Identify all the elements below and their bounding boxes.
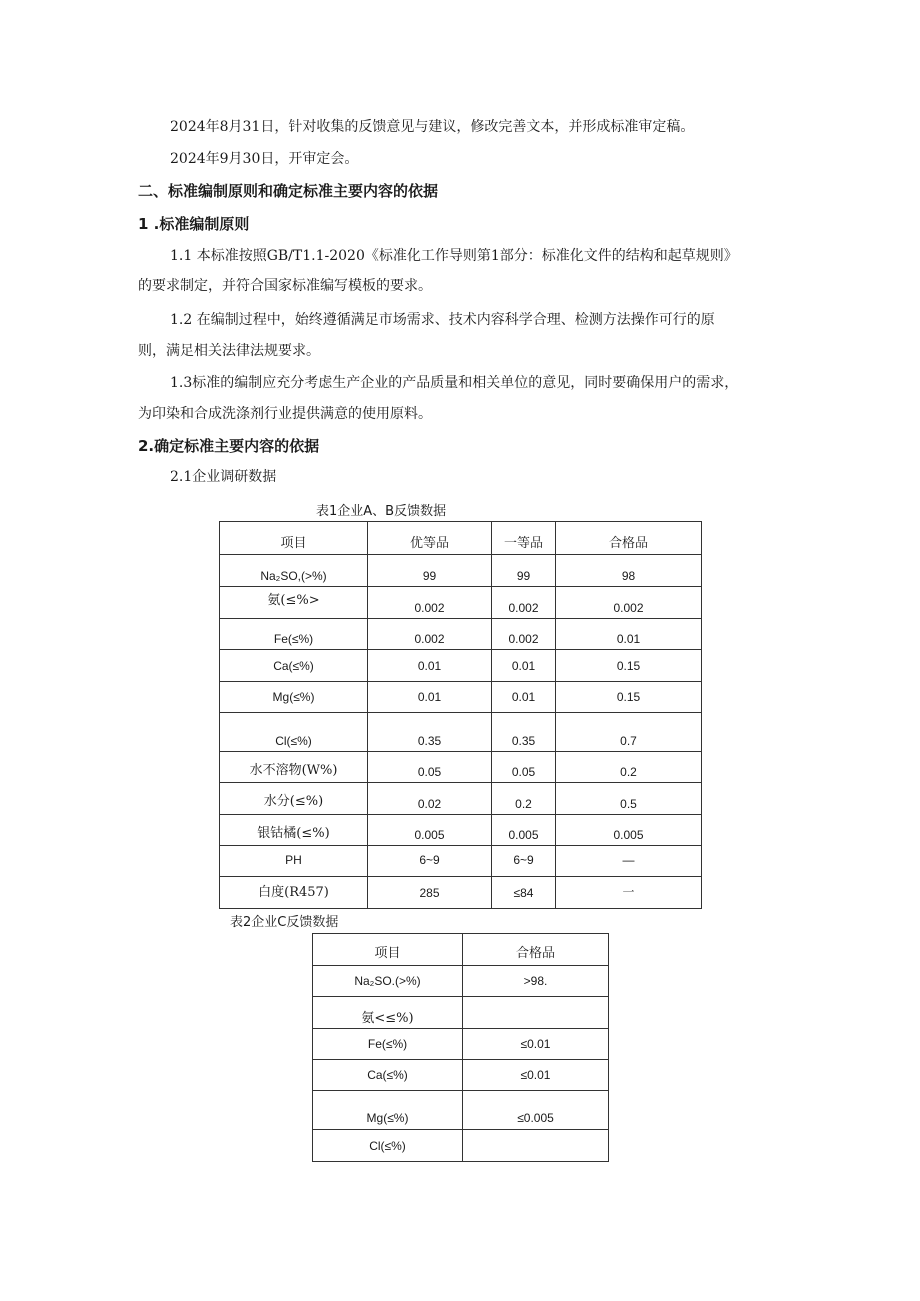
table-cell: Fe(≤%) <box>220 619 368 650</box>
table-cell: 0.01 <box>368 682 492 713</box>
table-cell: 0.05 <box>368 752 492 783</box>
table-row <box>313 1029 609 1060</box>
paragraph-1-2-line2: 则，满足相关法律法规要求。 <box>138 343 320 359</box>
table-cell: 0.002 <box>368 619 492 650</box>
table-cell: 0.7 <box>556 713 702 752</box>
table-cell: 水分(≤%) <box>220 783 368 815</box>
table-cell: 0.35 <box>368 713 492 752</box>
table2-header-cell: 合格品 <box>463 934 609 966</box>
table1-header-cell: 优等品 <box>368 522 492 555</box>
table-cell: 0.15 <box>556 682 702 713</box>
table-cell: PH <box>220 846 368 877</box>
table-row <box>313 966 609 997</box>
table-cell: 99 <box>368 555 492 587</box>
table-row <box>220 877 702 909</box>
table-cell: 6~9 <box>492 846 556 877</box>
paragraph-2-1: 2.1企业调研数据 <box>170 469 277 485</box>
table-cell: 0.02 <box>368 783 492 815</box>
table-cell: 0.002 <box>368 587 492 619</box>
table-row <box>220 815 702 846</box>
table-cell: ≤0.01 <box>463 1029 609 1060</box>
table-cell: 98 <box>556 555 702 587</box>
table-cell: 0.002 <box>492 619 556 650</box>
table-cell: 0.01 <box>368 650 492 682</box>
table-cell: 0.005 <box>368 815 492 846</box>
table-row <box>220 783 702 815</box>
table-cell: 0.15 <box>556 650 702 682</box>
table-cell: ≤0.005 <box>463 1091 609 1130</box>
table-cell: Mg(≤%) <box>313 1091 463 1130</box>
table-row <box>313 1091 609 1130</box>
table-cell: 285 <box>368 877 492 909</box>
table-cell: 0.005 <box>492 815 556 846</box>
table-cell: >98. <box>463 966 609 997</box>
table-cell: 0.05 <box>492 752 556 783</box>
paragraph-revision-date: 2024年8月31日，针对收集的反馈意见与建议，修改完善文本，并形成标准审定稿。 <box>170 119 695 135</box>
table-cell: — <box>556 846 702 877</box>
table-cell: Ca(≤%) <box>313 1060 463 1091</box>
table-cell: 一 <box>556 877 702 909</box>
table-cell: 0.5 <box>556 783 702 815</box>
table-cell: 0.002 <box>556 587 702 619</box>
table-row <box>220 555 702 587</box>
table-cell <box>463 997 609 1029</box>
table-row <box>313 1130 609 1162</box>
table-cell: 0.01 <box>556 619 702 650</box>
table-row <box>220 650 702 682</box>
paragraph-1-1-line1: 1.1 本标准按照GB/T1.1-2020《标准化工作导则第1部分：标准化文件的结构和起草规则》 <box>170 248 738 264</box>
table-cell: ≤84 <box>492 877 556 909</box>
table-cell: 0.2 <box>492 783 556 815</box>
table-cell: 99 <box>492 555 556 587</box>
table1-header-cell: 一等品 <box>492 522 556 555</box>
table-cell: Fe(≤%) <box>313 1029 463 1060</box>
paragraph-1-2-line1: 1.2 在编制过程中，始终遵循满足市场需求、技术内容科学合理、检测方法操作可行的原 <box>170 312 715 328</box>
table-cell: Na₂SO.(>%) <box>313 966 463 997</box>
table1-caption: 表1企业A、B反馈数据 <box>316 504 447 519</box>
table-cell: Cl(≤%) <box>220 713 368 752</box>
paragraph-1-3-line1: 1.3标准的编制应充分考虑生产企业的产品质量和相关单位的意见，同时要确保用户的需求， <box>170 375 739 391</box>
table1-header-cell: 合格品 <box>556 522 702 555</box>
table2 <box>312 933 609 1162</box>
table-cell: 0.01 <box>492 682 556 713</box>
table1-header-cell: 项目 <box>220 522 368 555</box>
table-cell: Na₂SO,(>%) <box>220 555 368 587</box>
table-cell: 6~9 <box>368 846 492 877</box>
table-cell: 氨<≤%) <box>313 997 463 1029</box>
table-cell: 0.2 <box>556 752 702 783</box>
section-heading: 二、标准编制原则和确定标准主要内容的依据 <box>138 182 439 200</box>
table-cell: 0.35 <box>492 713 556 752</box>
table2-header-row <box>313 934 609 966</box>
table-row <box>220 846 702 877</box>
table-cell: Mg(≤%) <box>220 682 368 713</box>
table-row <box>220 587 702 619</box>
subsection-heading-basis: 2.确定标准主要内容的依据 <box>138 437 320 455</box>
table-row <box>220 619 702 650</box>
table-row <box>220 713 702 752</box>
table-cell: 0.005 <box>556 815 702 846</box>
table1 <box>219 521 702 909</box>
table-cell: Cl(≤%) <box>313 1130 463 1162</box>
table-cell: 水不溶物(W%) <box>220 752 368 783</box>
table2-header-cell: 项目 <box>313 934 463 966</box>
table-cell: 氨(≤%> <box>220 587 368 619</box>
table-cell: 白度(R457) <box>220 877 368 909</box>
table-cell: 0.002 <box>492 587 556 619</box>
table-cell: Ca(≤%) <box>220 650 368 682</box>
subsection-heading-principles: 1 .标准编制原则 <box>138 215 250 233</box>
table1-header-row <box>220 522 702 555</box>
table-cell: 银钴橘(≤%) <box>220 815 368 846</box>
table-cell: ≤0.01 <box>463 1060 609 1091</box>
table-cell <box>463 1130 609 1162</box>
paragraph-1-1-line2: 的要求制定，并符合国家标准编写模板的要求。 <box>138 278 432 294</box>
table-cell: 0.01 <box>492 650 556 682</box>
table-row <box>313 1060 609 1091</box>
table2-caption: 表2企业C反馈数据 <box>230 915 339 930</box>
table-row <box>220 752 702 783</box>
table-row <box>220 682 702 713</box>
paragraph-meeting-date: 2024年9月30日，开审定会。 <box>170 151 359 167</box>
table-row <box>313 997 609 1029</box>
paragraph-1-3-line2: 为印染和合成洗涤剂行业提供满意的使用原料。 <box>138 406 432 422</box>
